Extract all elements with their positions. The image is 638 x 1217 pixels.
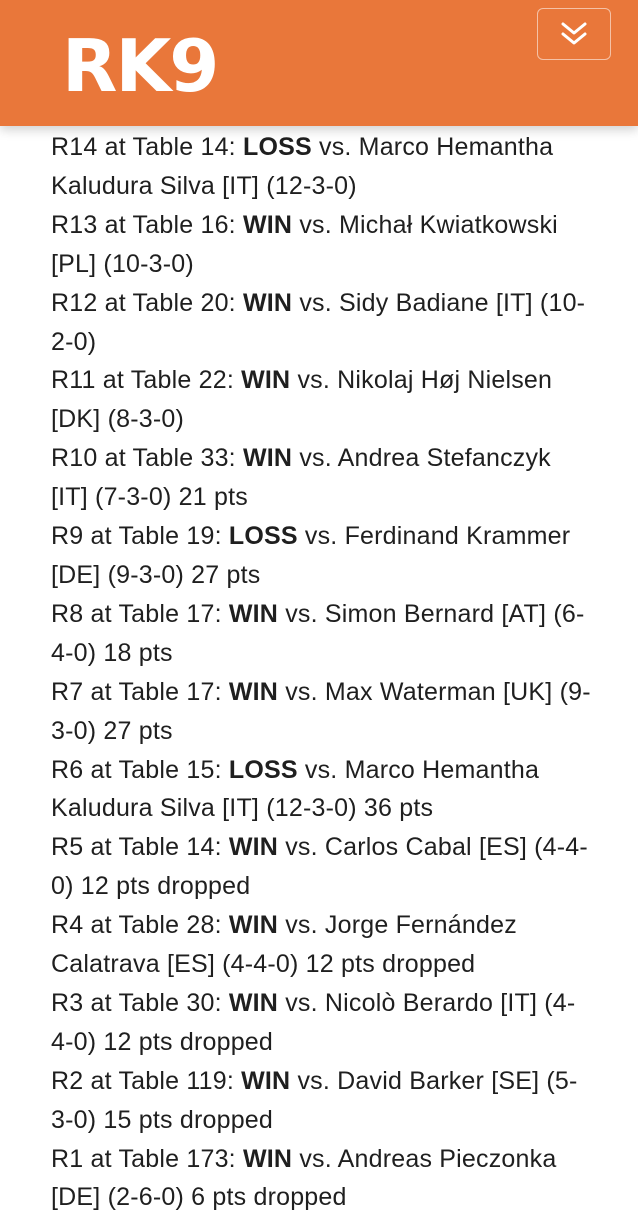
round-result: LOSS <box>228 522 298 551</box>
round-opponent: vs. Max Waterman [UK] (9-3-0) 27 pts <box>51 677 591 745</box>
round-entry <box>51 595 591 673</box>
round-result: WIN <box>242 1144 293 1173</box>
round-table: R7 at Table 17: <box>51 677 229 706</box>
round-table: R11 at Table 22: <box>51 366 242 395</box>
round-entry <box>51 128 591 206</box>
round-result: WIN <box>228 988 279 1017</box>
round-opponent: vs. Nikolaj Høj Nielsen [DK] (8-3-0) <box>51 366 553 434</box>
round-opponent: vs. Andrea Stefanczyk [IT] (7-3-0) 21 pts <box>51 444 551 512</box>
round-table: R4 at Table 28: <box>51 911 229 940</box>
round-opponent: vs. Michał Kwiatkowski [PL] (10-3-0) <box>51 210 558 278</box>
round-table: R3 at Table 30: <box>51 988 229 1017</box>
round-entry <box>51 284 591 362</box>
rk9-logo[interactable]: RK9 <box>62 24 218 108</box>
round-result: WIN <box>242 444 293 473</box>
round-entry <box>51 828 591 906</box>
round-result: WIN <box>242 210 293 239</box>
round-result: WIN <box>228 911 279 940</box>
round-opponent: vs. Jorge Fernández Calatrava [ES] (4-4-0) 12 pts dropped <box>51 911 517 979</box>
round-opponent: vs. Ferdinand Krammer [DE] (9-3-0) 27 pts <box>51 522 571 589</box>
round-table: R14 at Table 14: <box>51 133 243 161</box>
round-opponent: vs. Carlos Cabal [ES] (4-4-0) 12 pts dropped <box>51 833 588 901</box>
round-result: LOSS <box>242 133 312 161</box>
round-result: WIN <box>241 366 291 395</box>
round-entry <box>51 439 591 517</box>
round-result: WIN <box>228 833 279 862</box>
round-opponent: vs. Simon Bernard [AT] (6-4-0) 18 pts <box>51 599 585 667</box>
double-chevron-down-icon <box>559 19 589 49</box>
round-entry <box>51 906 591 984</box>
round-opponent: vs. David Barker [SE] (5-3-0) 15 pts dropped <box>51 1066 578 1134</box>
round-entry <box>51 361 591 439</box>
round-table: R10 at Table 33: <box>51 444 243 473</box>
round-entry <box>51 1062 591 1140</box>
round-opponent: vs. Andreas Pieczonka [DE] (2-6-0) 6 pts dropped <box>51 1144 557 1212</box>
round-entry <box>51 517 591 595</box>
round-table: R2 at Table 119: <box>51 1066 242 1095</box>
round-entry <box>51 984 591 1062</box>
round-opponent: vs. Marco Hemantha Kaludura Silva [IT] (12-3-0) 36 pts <box>51 755 540 823</box>
round-table: R1 at Table 173: <box>51 1144 243 1173</box>
round-result: WIN <box>228 599 279 628</box>
round-result: LOSS <box>228 755 298 784</box>
round-results-list <box>51 128 591 1217</box>
round-opponent: vs. Nicolò Berardo [IT] (4-4-0) 12 pts dropped <box>51 988 576 1056</box>
round-table: R9 at Table 19: <box>51 522 229 551</box>
round-entry <box>51 206 591 284</box>
round-table: R6 at Table 15: <box>51 755 229 784</box>
round-table: R13 at Table 16: <box>51 210 243 239</box>
round-entry <box>51 751 591 829</box>
round-table: R12 at Table 20: <box>51 288 243 317</box>
round-table: R5 at Table 14: <box>51 833 229 862</box>
round-result: WIN <box>241 1066 291 1095</box>
round-result: WIN <box>228 677 279 706</box>
round-entry <box>51 1140 591 1217</box>
site-header <box>0 0 638 126</box>
round-table: R8 at Table 17: <box>51 599 229 628</box>
round-opponent: vs. Marco Hemantha Kaludura Silva [IT] (12-3-0) <box>51 133 554 200</box>
round-result: WIN <box>242 288 293 317</box>
round-entry <box>51 673 591 751</box>
menu-toggle-button[interactable] <box>537 8 611 60</box>
round-opponent: vs. Sidy Badiane [IT] (10-2-0) <box>51 288 586 356</box>
